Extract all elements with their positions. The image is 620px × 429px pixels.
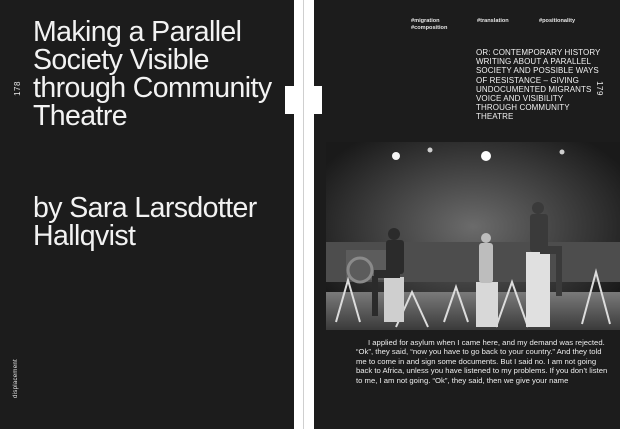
tag-composition: #composition: [411, 25, 448, 31]
article-subtitle: OR: CONTEMPORARY HISTORY WRITING ABOUT A PARALLEL SOCIETY AND POSSIBLE WAYS OF RESISTANCE – GIVING UNDOCUMENTED MIGRANTS VOICE AND VISIBILITY THROUGH COMMUNITY THEATRE: [476, 48, 601, 122]
tag-positionality: #positionality: [539, 18, 576, 24]
spine-line: [303, 0, 304, 429]
gutter: [294, 0, 314, 429]
article-title: Making a Parallel Society Visible through Community Theatre: [33, 16, 272, 132]
page-number-right: 179: [594, 81, 604, 96]
tag-group-1: [411, 18, 447, 32]
page-number-left: 178: [12, 81, 22, 96]
tag-translation: #translation: [477, 18, 509, 24]
left-page: [0, 0, 294, 429]
tag-group-3: [539, 18, 575, 25]
theatre-stage-photo: [326, 142, 620, 330]
section-label: displacement: [13, 359, 19, 398]
article-author: by Sara Larsdotter Hallqvist: [33, 192, 257, 252]
article-body-text: I applied for asylum when I came here, and my demand was rejected. “Ok”, they said, “now you have to go back to your country.” And they told me to come in and sign some documents. But I said no. I am not going back to Africa, unless you have listened to my problems. If you don’t listen to me, I am not going. “Ok”, they said, then we give your name: [356, 338, 608, 385]
stage-photo-illustration: [326, 142, 620, 330]
spine-marker-left: [285, 86, 294, 114]
tag-migration: #migration: [411, 18, 440, 24]
spine-marker-right: [314, 86, 322, 114]
tag-group-2: [477, 18, 509, 25]
